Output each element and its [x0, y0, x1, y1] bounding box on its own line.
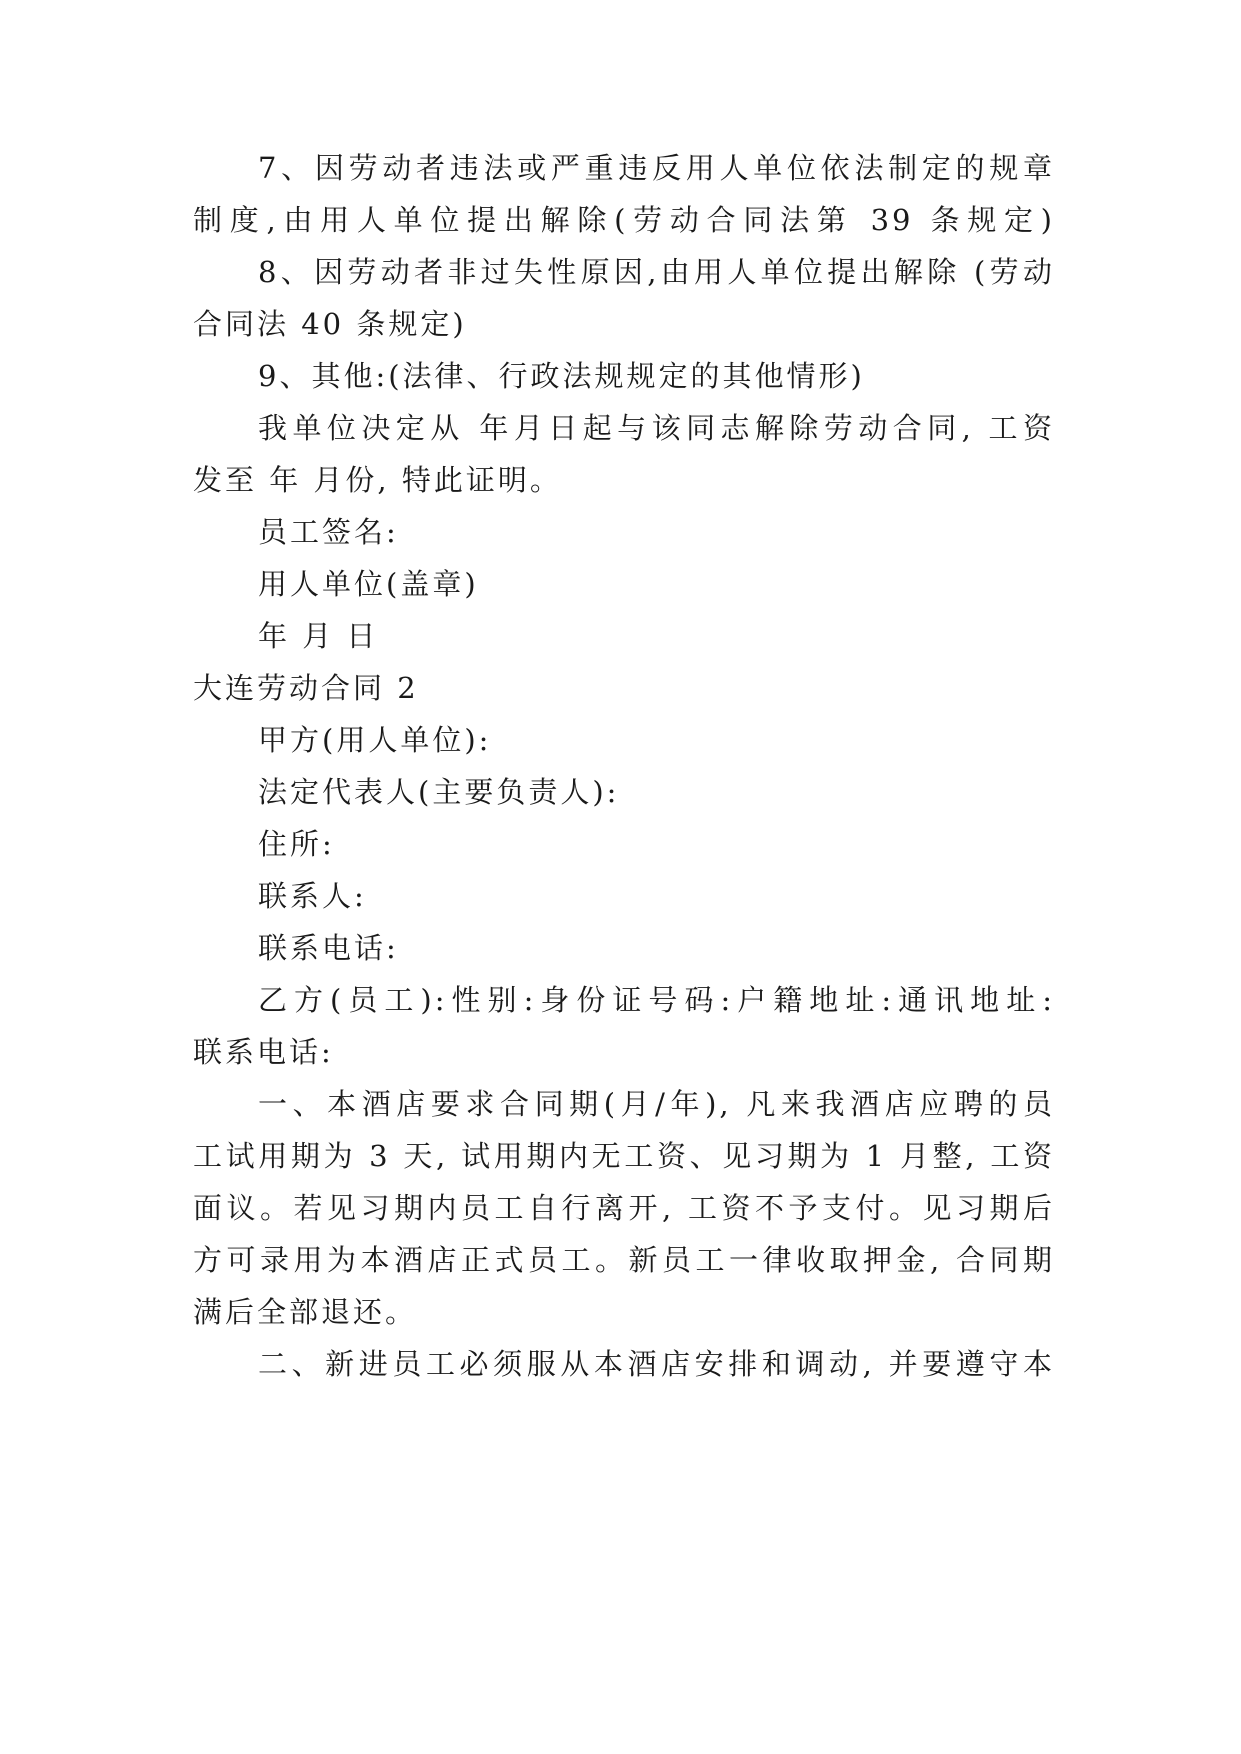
paragraph-line: 面议。若见习期内员工自行离开, 工资不予支付。见习期后 [193, 1191, 1055, 1225]
paragraph-line: 7、因劳动者违法或严重违反用人单位依法制定的规章 [258, 151, 1055, 185]
paragraph-line: 一、本酒店要求合同期(月/年), 凡来我酒店应聘的员 [258, 1087, 1055, 1121]
paragraph-line: 工试用期为 3 天, 试用期内无工资、见习期为 1 月整, 工资 [193, 1139, 1055, 1173]
paragraph-line: 制度,由用人单位提出解除(劳动合同法第 39 条规定) [193, 203, 1055, 237]
paragraph-line: 8、因劳动者非过失性原因,由用人单位提出解除 (劳动 [258, 255, 1055, 289]
address-label: 住所: [258, 827, 335, 861]
party-b-line: 乙方(员工):性别:身份证号码:户籍地址:通讯地址: [258, 983, 1055, 1017]
seal-label: 用人单位(盖章) [258, 567, 479, 601]
party-a-label: 甲方(用人单位): [258, 723, 492, 757]
paragraph-line: 发至 年 月份, 特此证明。 [193, 463, 562, 497]
paragraph-line: 二、新进员工必须服从本酒店安排和调动, 并要遵守本 [258, 1347, 1055, 1381]
contact-phone-label: 联系电话: [258, 931, 399, 965]
contact-person-label: 联系人: [258, 879, 367, 913]
legal-representative-label: 法定代表人(主要负责人): [258, 775, 620, 809]
paragraph-line: 合同法 40 条规定) [193, 307, 467, 341]
paragraph-line: 9、其他:(法律、行政法规规定的其他情形) [258, 359, 865, 393]
section-title: 大连劳动合同 2 [193, 671, 419, 705]
signature-label: 员工签名: [258, 515, 399, 549]
party-b-phone-label: 联系电话: [193, 1035, 334, 1069]
date-label: 年 月 日 [258, 619, 379, 653]
paragraph-line: 满后全部退还。 [193, 1295, 418, 1329]
paragraph-line: 方可录用为本酒店正式员工。新员工一律收取押金, 合同期 [193, 1243, 1055, 1277]
paragraph-line: 我单位决定从 年月日起与该同志解除劳动合同, 工资 [258, 411, 1055, 445]
